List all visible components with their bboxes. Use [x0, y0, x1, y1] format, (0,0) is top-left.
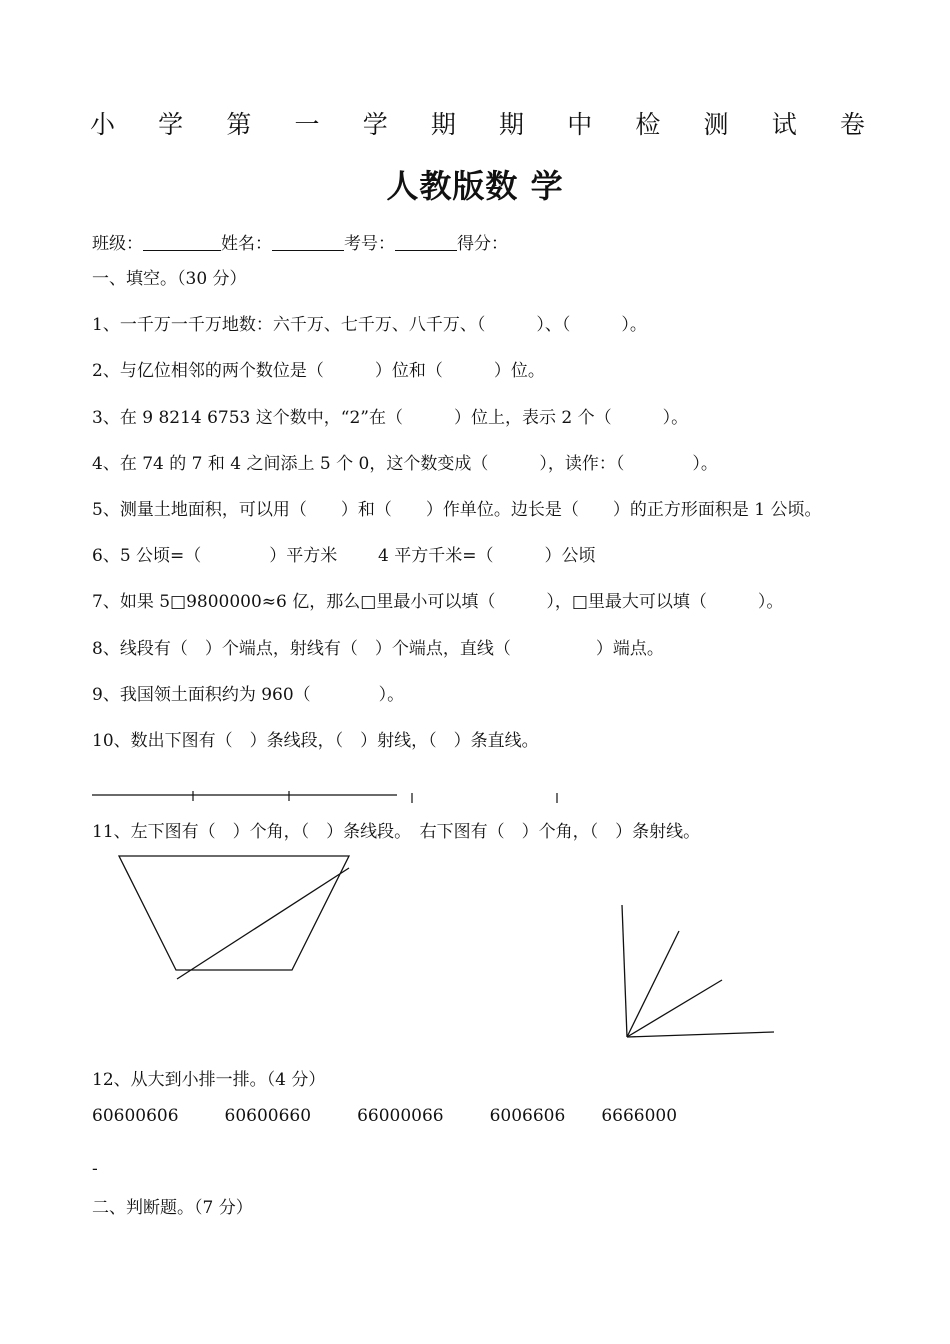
name-label: 姓名：	[221, 234, 272, 254]
title-char: 检	[635, 110, 661, 139]
section1-heading: 一、填空。（30 分）	[92, 269, 247, 289]
title-char: 期	[430, 110, 456, 139]
question-11: 11、左下图有（ ）个角，（ ）条线段。 右下图有（ ）个角，（ ）条射线。	[92, 822, 701, 842]
question-12: 12、从大到小排一排。（4 分）	[92, 1070, 326, 1090]
ray-1	[622, 905, 627, 1037]
title-char: 一	[294, 110, 320, 139]
title-char: 中	[567, 110, 593, 139]
title-char: 期	[499, 110, 525, 139]
class-label: 班级：	[92, 234, 143, 254]
question-3: 3、在 9 8214 6753 这个数中，“2”在（ ）位上，表示 2 个（ ）。	[92, 408, 689, 428]
trapezoid-diagonal-line	[177, 868, 349, 979]
number-item: 60600606	[92, 1106, 179, 1126]
number-item: 60600660	[224, 1106, 312, 1126]
question-2: 2、与亿位相邻的两个数位是（ ）位和（ ）位。	[92, 361, 545, 381]
section2-heading: 二、判断题。（7 分）	[92, 1198, 253, 1218]
exam-no-label: 考号：	[344, 234, 395, 254]
question-6b: 4 平方千米=（ ）公顷	[378, 546, 596, 566]
title-char: 试	[771, 110, 797, 139]
number-item: 66000066	[357, 1106, 444, 1126]
title-char: 学	[158, 110, 184, 139]
question-6a: 6、5 公顷=（ ）平方米	[92, 546, 338, 566]
separator-dash: -	[92, 1159, 98, 1179]
question-7: 7、如果 5□9800000≈6 亿，那么□里最小可以填（ ），□里最大可以填（ ）。	[92, 592, 784, 612]
q11-trapezoid-figure	[119, 856, 349, 979]
question-9: 9、我国领土面积约为 960（ ）。	[92, 685, 405, 705]
question-10: 10、数出下图有（ ）条线段，（ ）射线，（ ）条直线。	[92, 731, 539, 751]
trapezoid-shape	[119, 856, 349, 970]
title-char: 小	[90, 110, 116, 139]
q10-line-figure	[92, 791, 557, 803]
question-4: 4、在 74 的 7 和 4 之间添上 5 个 0，这个数变成（ ），读作：（ ）。	[92, 454, 718, 474]
question-1: 1、一千万一千万地数：六千万、七千万、八千万、（ ）、（ ）。	[92, 315, 647, 335]
number-item: 6006606	[489, 1106, 566, 1126]
score-label: 得分：	[457, 234, 508, 254]
ray-4	[627, 1032, 774, 1037]
title-char: 第	[226, 110, 252, 139]
title-char: 测	[703, 110, 729, 139]
question-5: 5、测量土地面积，可以用（ ）和（ ）作单位。边长是（ ）的正方形面积是 1 公顷。	[92, 500, 822, 520]
q11-rays-figure	[622, 905, 774, 1037]
subject-title: 人教版数 学	[386, 167, 564, 205]
number-item: 6666000	[601, 1106, 678, 1126]
title-char: 卷	[839, 110, 865, 139]
question-8: 8、线段有（ ）个端点，射线有（ ）个端点，直线（ ）端点。	[92, 639, 664, 659]
number-list	[92, 1105, 723, 1127]
title-char: 学	[362, 110, 388, 139]
